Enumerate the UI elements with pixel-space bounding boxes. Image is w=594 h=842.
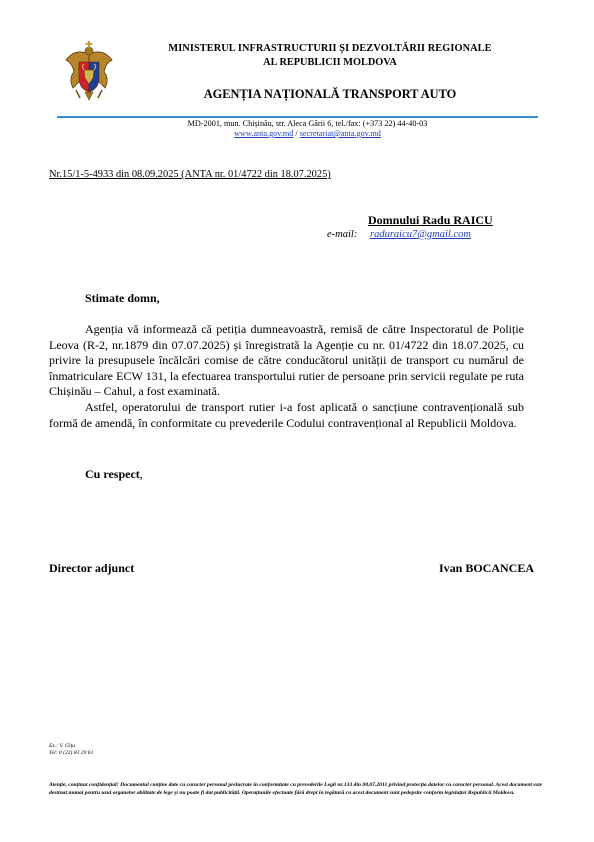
executor-name: Ex.: V. Gîțu: [49, 743, 75, 749]
greeting: Stimate domn,: [85, 291, 160, 305]
body-paragraph-2: Astfel, operatorului de transport rutier i-a fost aplicată o sancțiune contravențională sub formă de amendă, în conformitate cu prevederile Codului contravențional al Republicii Moldova.: [49, 399, 524, 430]
closing: [85, 467, 143, 482]
letter-body: [49, 322, 524, 431]
body-paragraph-1: Agenția vă informează că petiția dumneavoastră, remisă de către Inspectoratul de Poliție Leova (R-2, nr.1879 din 07.07.2025) și înregistrată la Agenție cu nr. 01/4722 din 18.07.2025, cu privire la presupusele încălcări comise de către conducătorul unității de transport cu numărul de înmatriculare ECW 131, la efectuarea transportului rutier de persoane prin servicii regulate pe ruta Chișinău – Cahul, a fost examinată.: [49, 322, 524, 399]
contact-address: MD-2001, mun. Chișinău, str. Aleca Gării 6, tel./fax: (+373 22) 44-40-03: [187, 119, 428, 128]
closing-comma: ,: [139, 467, 143, 481]
moldova-coat-of-arms-icon: [64, 40, 114, 108]
website-link[interactable]: www.anta.gov.md: [234, 129, 294, 138]
header-divider: [57, 116, 538, 118]
contact-separator: /: [293, 129, 300, 138]
agency-name: AGENȚIA NAȚIONALĂ TRANSPORT AUTO: [203, 87, 457, 101]
signatory-name: Ivan BOCANCEA: [439, 561, 535, 575]
executor-info: [49, 743, 93, 757]
ministry-name-line2: AL REPUBLICII MOLDOVA: [263, 57, 397, 68]
reference-number: Nr.15/1-5-4933 din 08.09.2025 (ANTA nr. 01/4722 din 18.07.2025): [49, 169, 331, 180]
ministry-name-line1: MINISTERUL INFRASTRUCTURII ȘI DEZVOLTĂRII REGIONALE: [168, 43, 492, 54]
contact-links: [120, 129, 495, 138]
recipient-email-link[interactable]: raduraicu7@gmail.com: [370, 229, 471, 240]
contact-email-link[interactable]: secretariat@anta.gov.md: [299, 129, 381, 138]
recipient-email-label: e-mail:: [327, 229, 358, 240]
closing-text: Cu respect: [85, 467, 140, 481]
confidentiality-notice: Atenție, conținut confidențial! Documentul conține date cu caracter personal prelucrate în conformitate cu prevederile Legii nr.133 din 08.07.2011 privind protecția datelor cu caracter personal. Acest document este destinat numai pentru uzul organelor abilitate de lege și nu poate fi dat publicității. Operațiunile efectuate fără drept în legătură cu acest document sunt pedepsite conform legislației Republicii Moldova.: [49, 782, 543, 796]
signatory-title: Director adjunct: [49, 561, 135, 575]
recipient-name: Domnului Radu RAICU: [368, 213, 493, 227]
executor-phone: Tel: 0 (22) 83 20 61: [49, 750, 94, 756]
